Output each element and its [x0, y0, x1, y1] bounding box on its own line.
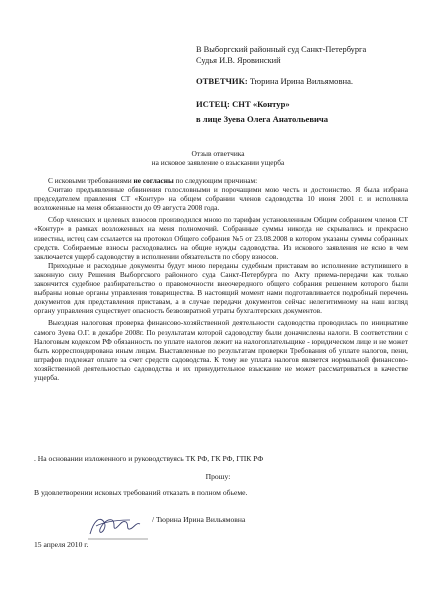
document-body: [34, 176, 408, 382]
paragraph-3: Приходные и расходные документы будут мною переданы судебным приставам во исполнение вступившего в законную силу Решения Выборгского районного суда Санкт-Петербурга по Акту приема-передачи как только закончится судебное разбирательство о правомочности внеочередного общего собрания решением которого были выбраны новые органы управления товарищества. В настоящий момент нами подготавливается подробный перечень документов для представления приставам, а в случае передачи документов сейчас нелегитимному на наш взгляд органу управления существует опасность безвозвратной утраты бухгалтерских документов.: [34, 260, 408, 316]
judge-name: Судья И.В. Яровинский: [196, 56, 281, 65]
plaintiff-name: СНТ «Контур»: [232, 99, 290, 109]
intro-paragraph: [34, 176, 408, 185]
basis-line: . На основании изложенного и руководствуясь ТК РФ, ГК РФ, ГПК РФ: [34, 454, 264, 463]
plaintiff-label: ИСТЕЦ:: [196, 99, 230, 109]
intro-text: С исковыми требованиями: [48, 176, 134, 185]
paragraph-4: Выездная налоговая проверка финансово-хозяйственной деятельности садоводства проводилась по инициативе самого Зуева О.Г. в декабре 2008г. По результатам которой садоводству были доначислены налоги. В соответствии с Налоговым кодексом РФ обязанность по уплате налогов лежит на налогоплательщике - юридическом лице и не может быть корреспондирована иным лицам. Выставленные по результатам проверки Требования об уплате налогов, пени, штрафов подлежат оплате за счет средств садоводства. К тому же уплата налогов является нормальной финансово-хозяйственной деятельностью садоводства и их принудительное взыскание не может рассматриваться в качестве ущерба.: [34, 318, 408, 382]
request-heading: Прошу:: [205, 472, 231, 481]
plaintiff-representative: в лице Зуева Олега Анатольевича: [196, 114, 329, 124]
signature-date: 15 апреля 2010 г.: [34, 540, 89, 549]
intro-emphasis: не согласны: [133, 176, 174, 185]
document-subtitle: на исковое заявление о взыскании ущерба: [151, 158, 285, 167]
defendant-label: ОТВЕТЧИК:: [196, 76, 248, 86]
request-line: В удовлетворении исковых требований отказать в полном обьеме.: [34, 488, 248, 497]
defendant-name: Тюрина Ирина Вильямовна.: [249, 76, 354, 86]
paragraph-1: Считаю предъявленные обвинения голословными и порочащими мою честь и достоинство. Я была избрана председателем правления СТ «Контур» на общем собрании членов садоводства 10 июня 2001 г. и исполняла возложенные на меня обязанности до 09 августа 2008 года.: [34, 185, 408, 213]
signature-name: / Тюрина Ирина Вильямовна: [152, 515, 246, 524]
paragraph-2: Сбор членских и целевых взносов производился мною по тарифам установленным Общим собранием членов СТ «Контур» в рамках возложенных на меня полномочий. Собранные суммы никогда не скрывались и прекрасно известны, истец сам ссылается на протокол Общего собрания №5 от 23.08.2008 в котором указаны суммы собранных средств. Собираемые взносы расходовались на общие нужды садоводства. Из искового заявления не ясно в чем заключается ущерб садоводству в исполнении обязательств по сбору взносов.: [34, 215, 408, 261]
court-name: В Выборгский районный суд Санкт-Петербурга: [196, 45, 367, 54]
intro-text-end: по следующим причинам:: [173, 176, 258, 185]
document-title: Отзыв ответчика: [191, 149, 245, 158]
defendant-line: [196, 76, 353, 86]
plaintiff-line: [196, 99, 290, 109]
